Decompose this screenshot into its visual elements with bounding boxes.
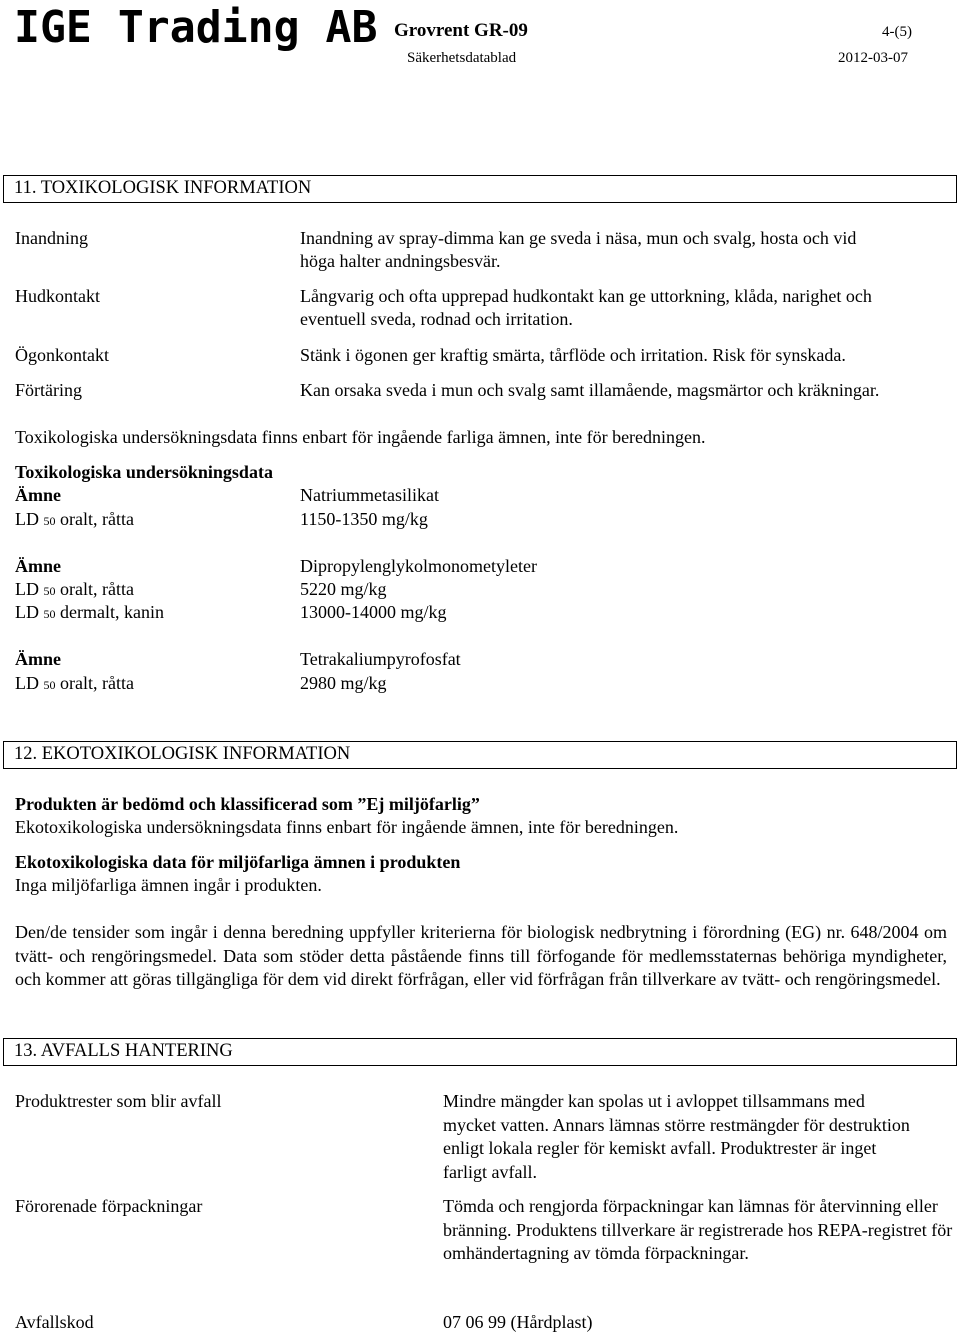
ld-value: 1150-1350 mg/kg xyxy=(300,509,428,529)
waste-label: Avfallskod xyxy=(15,1312,94,1332)
ld-route xyxy=(15,578,134,604)
ld-route xyxy=(15,601,164,627)
section-11-title: 11. TOXIKOLOGISK INFORMATION xyxy=(14,178,312,198)
ld-prefix: LD xyxy=(15,579,39,599)
eco-heading: Ekotoxikologiska data för miljöfarliga ämnen i produkten xyxy=(15,852,461,872)
route-text: oralt, råtta xyxy=(60,579,134,599)
product-name: Grovrent GR-09 xyxy=(394,20,528,41)
section-11-header xyxy=(3,175,957,203)
classification: Produkten är bedömd och klassificerad som ”Ej miljöfarlig” xyxy=(15,794,480,814)
ld-prefix: LD xyxy=(15,673,39,693)
row-label: Inandning xyxy=(15,228,88,248)
ld-prefix: LD xyxy=(15,509,39,529)
substance-label: Ämne xyxy=(15,556,61,576)
row-text: Kan orsaka sveda i mun och svalg samt illamående, magsmärtor och kräkningar. xyxy=(300,380,880,400)
section-12-header xyxy=(3,741,957,769)
waste-label: Förorenade förpackningar xyxy=(15,1196,203,1216)
row-label: Ögonkontakt xyxy=(15,345,109,365)
row-text: Inandning av spray-dimma kan ge sveda i näsa, mun och svalg, hosta och vid xyxy=(300,228,857,248)
ld-value: 13000-14000 mg/kg xyxy=(300,602,447,622)
page-number: 4-(5) xyxy=(882,24,912,40)
tox-note: Toxikologiska undersökningsdata finns enbart för ingående farliga ämnen, inte för beredningen. xyxy=(15,427,706,447)
substance-name: Tetrakaliumpyrofosfat xyxy=(300,649,461,669)
eco-note: Ekotoxikologiska undersökningsdata finns enbart för ingående ämnen, inte för beredningen. xyxy=(15,817,679,837)
section-12-title: 12. EKOTOXIKOLOGISK INFORMATION xyxy=(14,744,351,764)
waste-text: Mindre mängder kan spolas ut i avloppet tillsammans med mycket vatten. Annars lämnas större restmängder för destruktion enligt lokala regler för kemiskt avfall. Produktrester är inget farligt avfall. xyxy=(443,1091,910,1182)
row-text: Långvarig och ofta upprepad hudkontakt kan ge uttorkning, klåda, narighet och xyxy=(300,286,872,306)
ld-route xyxy=(15,672,134,698)
row-label: Förtäring xyxy=(15,380,82,400)
section-13-title: 13. AVFALLS HANTERING xyxy=(14,1041,233,1061)
tenside-paragraph: Den/de tensider som ingår i denna beredning uppfyller kriterierna för biologisk nedbrytning i förordning (EG) nr. 648/2004 om tvätt- och rengöringsmedel. Data som stöder detta påstående finns till förfogande för medlemsstaternas behöriga myndigheter, och kommer att göras tillgängliga för dem vid direkt förfrågan, eller vid förfrågan från tillverkare av tvätt- och rengöringsmedel. xyxy=(15,922,947,989)
row-text: eventuell sveda, rodnad och irritation. xyxy=(300,309,573,329)
waste-label: Produktrester som blir avfall xyxy=(15,1091,222,1111)
substance-label: Ämne xyxy=(15,649,61,669)
section-13-header xyxy=(3,1038,957,1066)
route-text: oralt, råtta xyxy=(60,673,134,693)
ld-value: 5220 mg/kg xyxy=(300,579,387,599)
ld-subscript: 50 xyxy=(43,584,56,598)
row-text: Stänk i ögonen ger kraftig smärta, tårflöde och irritation. Risk för synskada. xyxy=(300,345,846,365)
ld-subscript: 50 xyxy=(43,678,56,692)
substance-label: Ämne xyxy=(15,485,61,505)
ld-subscript: 50 xyxy=(43,514,56,528)
route-text: dermalt, kanin xyxy=(60,602,164,622)
substance-name: Natriummetasilikat xyxy=(300,485,439,505)
waste-code: 07 06 99 (Hårdplast) xyxy=(443,1312,593,1332)
document-date: 2012-03-07 xyxy=(838,50,908,66)
ld-prefix: LD xyxy=(15,602,39,622)
ld-subscript: 50 xyxy=(43,607,56,621)
ld-route xyxy=(15,508,134,534)
substance-name: Dipropylenglykolmonometyleter xyxy=(300,556,537,576)
tox-data-heading: Toxikologiska undersökningsdata xyxy=(15,462,273,482)
company-logo: IGE Trading AB xyxy=(14,2,378,53)
ld-value: 2980 mg/kg xyxy=(300,673,387,693)
route-text: oralt, råtta xyxy=(60,509,134,529)
row-label: Hudkontakt xyxy=(15,286,100,306)
waste-text: Tömda och rengjorda förpackningar kan lämnas för återvinning eller bränning. Produktens tillverkare är registrerade hos REPA-registret för omhändertagning av tömda förpackningar. xyxy=(443,1196,953,1263)
row-text: höga halter andningsbesvär. xyxy=(300,251,501,271)
eco-none: Inga miljöfarliga ämnen ingår i produkten. xyxy=(15,875,322,895)
document-type: Säkerhetsdatablad xyxy=(407,50,517,66)
